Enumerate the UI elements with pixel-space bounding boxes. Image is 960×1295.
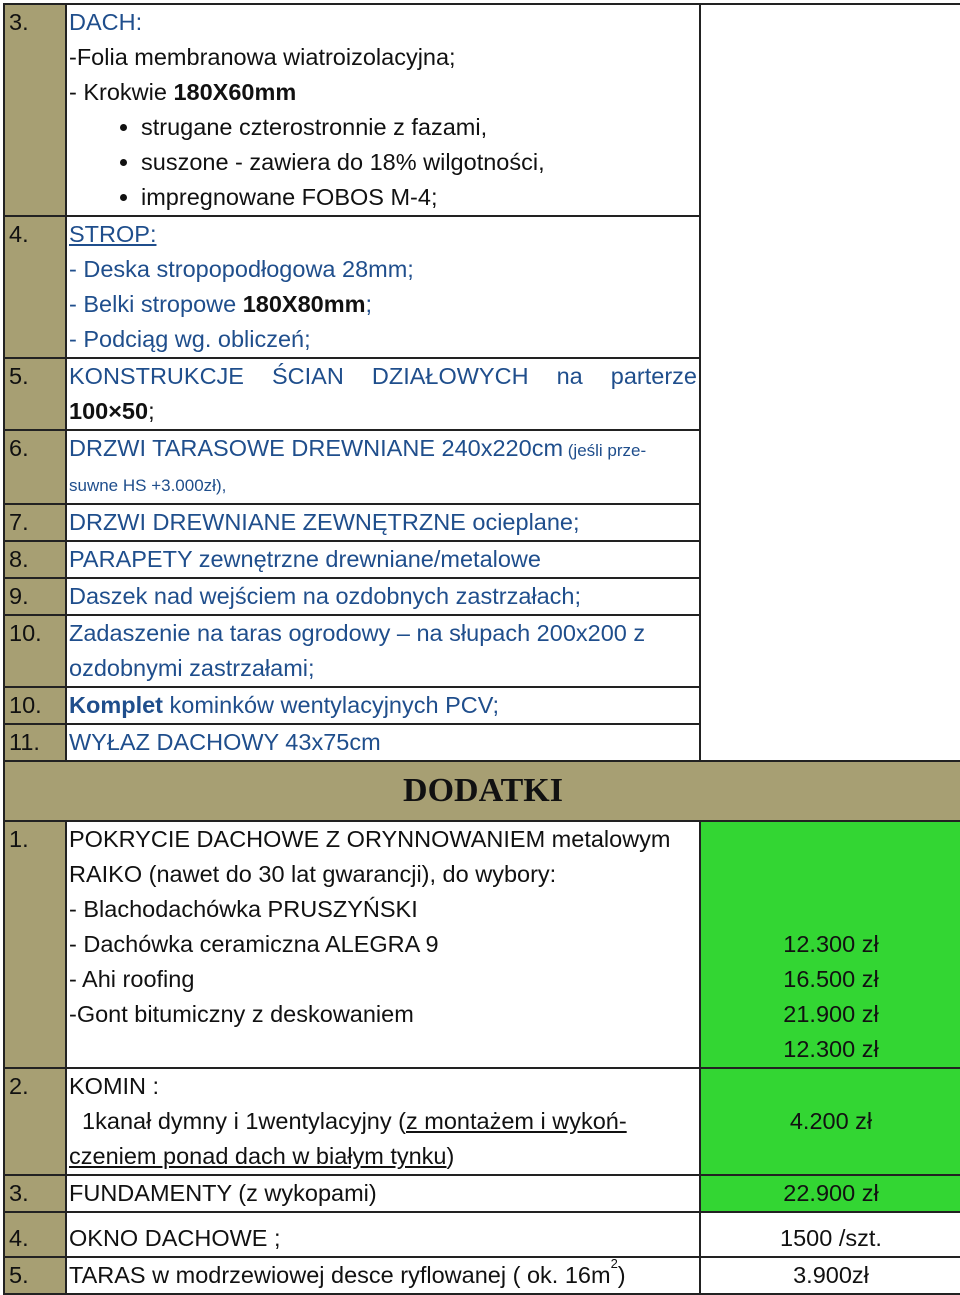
underlined-text: czeniem ponad dach w białym tynku <box>69 1143 447 1169</box>
item-line: RAIKO (nawet do 30 lat gwarancji), do wybory: <box>69 861 557 887</box>
price-table-sheet <box>3 3 957 1295</box>
line-text: - Belki stropowe <box>69 291 243 317</box>
item-number: 11. <box>4 724 66 761</box>
item-line <box>69 1032 697 1067</box>
item-line <box>69 287 697 322</box>
section-header-row <box>4 761 960 821</box>
item-number: 7. <box>4 504 66 541</box>
item-description <box>66 821 700 1068</box>
price-cell <box>700 1068 960 1175</box>
table-row <box>4 1212 960 1257</box>
item-line: -Folia membranowa wiatroizolacyjna; <box>69 44 456 70</box>
item-number: 3. <box>4 4 66 216</box>
price-value: 16.500 zł <box>783 966 879 992</box>
item-description <box>66 4 700 216</box>
item-number: 1. <box>4 821 66 1068</box>
item-description: WYŁAZ DACHOWY 43x75cm <box>66 724 700 761</box>
item-number: 4. <box>4 216 66 358</box>
price-value: 4.200 zł <box>789 1108 873 1134</box>
item-line: POKRYCIE DACHOWE Z ORYNNOWANIEM metalowym <box>69 826 671 852</box>
line-text: 1kanał dymny i 1wentylacyjny ( <box>75 1108 406 1134</box>
table-row <box>4 1257 960 1294</box>
price-value: 22.900 zł <box>700 1175 960 1212</box>
item-line: KONSTRUKCJE ŚCIAN DZIAŁOWYCH na parterze <box>69 363 697 389</box>
item-description <box>66 687 700 724</box>
list-item: • suszone - zawiera do 18% wilgotności, <box>141 145 697 180</box>
list-item: • impregnowane FOBOS M-4; <box>141 180 697 215</box>
table-row <box>4 1068 960 1175</box>
item-line: - Dachówka ceramiczna ALEGRA 9 <box>69 931 439 957</box>
line-text: ; <box>365 291 373 317</box>
item-line <box>69 394 697 429</box>
item-number: 4. <box>4 1212 66 1257</box>
item-number: 5. <box>4 1257 66 1294</box>
item-description <box>66 615 700 687</box>
item-line <box>69 1104 697 1139</box>
item-line: - Deska stropopodłogowa 28mm; <box>69 256 414 282</box>
line-text: - Krokwie <box>69 79 174 105</box>
item-line: - Ahi roofing <box>69 966 195 992</box>
item-description: OKNO DACHOWE ; <box>66 1212 700 1257</box>
spacer <box>701 857 960 892</box>
price-value: 12.300 zł <box>783 931 879 957</box>
item-number: 10. <box>4 687 66 724</box>
item-title: DACH: <box>69 9 143 35</box>
item-line: Zadaszenie na taras ogrodowy – na słupach 200x200 z <box>69 620 646 646</box>
item-number: 2. <box>4 1068 66 1175</box>
dimension-text: 100×50 <box>69 398 149 424</box>
line-text: kominków wentylacyjnych PCV; <box>163 692 500 718</box>
item-description: PARAPETY zewnętrzne drewniane/metalowe <box>66 541 700 578</box>
superscript: 2 <box>610 1256 618 1271</box>
item-line: KOMIN : <box>69 1073 160 1099</box>
item-description <box>66 430 700 504</box>
bold-text: Komplet <box>69 692 163 718</box>
line-note: suwne HS +3.000zł), <box>69 476 227 495</box>
price-cell-empty <box>700 4 960 761</box>
item-description <box>66 1068 700 1175</box>
list-item: • strugane czterostronnie z fazami, <box>141 110 697 145</box>
item-number: 6. <box>4 430 66 504</box>
dimension-text: 180X80mm <box>242 291 366 317</box>
spacer <box>701 892 960 927</box>
item-number: 5. <box>4 358 66 430</box>
item-line: ozdobnymi zastrzałami; <box>69 655 315 681</box>
price-table <box>3 3 960 1295</box>
item-description <box>66 1257 700 1294</box>
underlined-text: z montażem i wykoń- <box>405 1108 627 1134</box>
item-description <box>66 358 700 430</box>
item-line <box>69 431 697 468</box>
item-number: 8. <box>4 541 66 578</box>
item-line: - Blachodachówka PRUSZYŃSKI <box>69 896 418 922</box>
table-row <box>4 821 960 1068</box>
line-note: (jeśli prze- <box>563 441 647 460</box>
item-line <box>69 1139 697 1174</box>
item-description: FUNDAMENTY (z wykopami) <box>66 1175 700 1212</box>
item-description <box>66 216 700 358</box>
price-value: 21.900 zł <box>783 1001 879 1027</box>
table-row <box>4 1175 960 1212</box>
item-description: Daszek nad wejściem na ozdobnych zastrzałach; <box>66 578 700 615</box>
line-text: ; <box>148 398 155 424</box>
item-line: -Gont bitumiczny z deskowaniem <box>69 1001 414 1027</box>
item-title: STROP: <box>69 221 157 247</box>
price-value: 1500 /szt. <box>700 1212 960 1257</box>
line-text: ) <box>446 1143 455 1169</box>
price-value: 12.300 zł <box>783 1036 879 1062</box>
spacer <box>701 822 960 857</box>
dimension-text: 180X60mm <box>173 79 297 105</box>
line-text: DRZWI TARASOWE DREWNIANE 240x220cm <box>69 435 564 461</box>
price-value: 3.900zł <box>700 1257 960 1294</box>
line-text: TARAS w modrzewiowej desce ryflowanej ( ok. 16m <box>69 1262 611 1288</box>
bullet-list <box>69 110 697 215</box>
item-line <box>69 75 697 110</box>
table-row <box>4 4 960 216</box>
item-line: - Podciąg wg. obliczeń; <box>69 326 311 352</box>
item-number: 3. <box>4 1175 66 1212</box>
price-cell <box>700 821 960 1068</box>
item-number: 10. <box>4 615 66 687</box>
section-header: DODATKI <box>4 761 960 821</box>
line-text: ) <box>617 1262 626 1288</box>
item-number: 9. <box>4 578 66 615</box>
item-description: DRZWI DREWNIANE ZEWNĘTRZNE ocieplane; <box>66 504 700 541</box>
